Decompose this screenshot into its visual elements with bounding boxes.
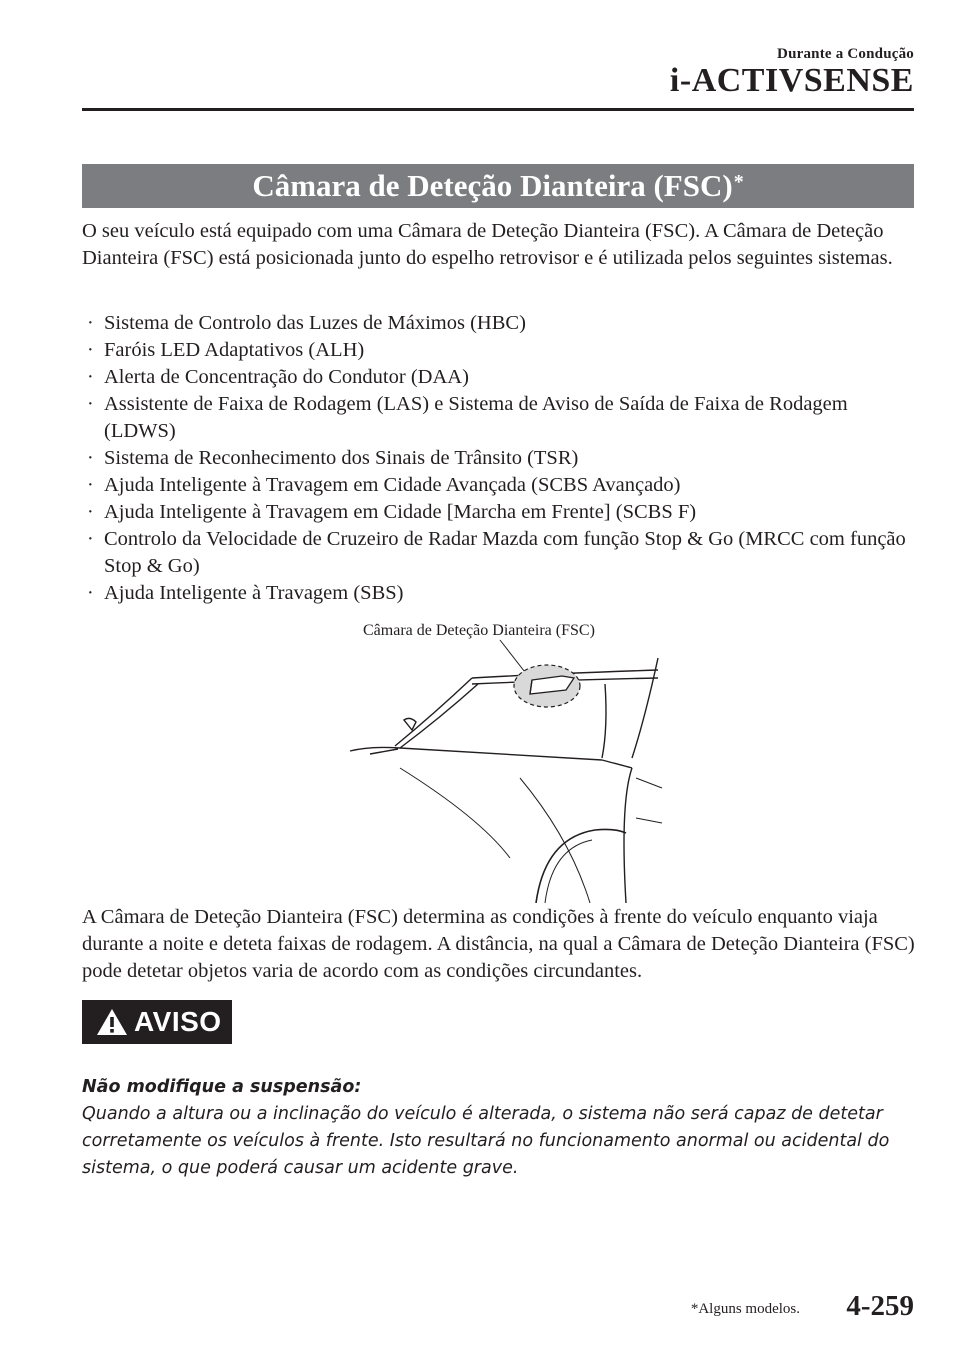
list-item: · Alerta de Concentração do Condutor (DAA)	[82, 364, 918, 391]
footnote: *Alguns modelos.	[690, 1301, 800, 1317]
warning-badge	[82, 1000, 232, 1044]
warning-text-block	[82, 1074, 922, 1182]
list-item: · Ajuda Inteligente à Travagem em Cidade [Marcha em Frente] (SCBS F)	[82, 499, 918, 526]
list-item: · Ajuda Inteligente à Travagem em Cidade Avançada (SCBS Avançado)	[82, 472, 918, 499]
intro-paragraph: O seu veículo está equipado com uma Câmara de Deteção Dianteira (FSC). A Câmara de Deteção Dianteira (FSC) está posicionada junto do espelho retrovisor e é utilizada pelos seguintes sistemas.	[82, 220, 893, 269]
warning-heading: Não modifique a suspensão:	[82, 1077, 362, 1097]
section-banner	[82, 164, 914, 208]
section-title: Câmara de Deteção Dianteira (FSC)	[252, 168, 733, 203]
header-section: Durante a Condução	[777, 46, 914, 62]
bullet-icon: ·	[87, 339, 94, 361]
bullet-icon: ·	[87, 312, 94, 334]
list-item: · Ajuda Inteligente à Travagem (SBS)	[82, 580, 918, 607]
figure-label: Câmara de Deteção Dianteira (FSC)	[363, 622, 595, 639]
bullet-icon: ·	[87, 393, 94, 415]
list-item: · Sistema de Controlo das Luzes de Máximos (HBC)	[82, 310, 918, 337]
bullet-icon: ·	[87, 366, 94, 388]
warning-body: Quando a altura ou a inclinação do veículo é alterada, o sistema não será capaz de detetar corretamente os veículos à frente. Isto resultará no funcionamento anormal ou acidental do sistema, o que poderá causar um acidente grave.	[82, 1104, 890, 1178]
bullet-icon: ·	[87, 474, 94, 496]
list-item: · Assistente de Faixa de Rodagem (LAS) e Sistema de Aviso de Saída de Faixa de Rodagem (LDWS)	[87, 393, 848, 442]
page-number: 4-259	[846, 1290, 914, 1322]
header-title: i-ACTIVSENSE	[669, 62, 914, 99]
list-item: · Sistema de Reconhecimento dos Sinais de Trânsito (TSR)	[82, 445, 918, 472]
warning-label: AVISO	[134, 1006, 222, 1037]
car-front-illustration	[340, 618, 670, 903]
list-item: · Faróis LED Adaptativos (ALH)	[82, 337, 918, 364]
description-paragraph: A Câmara de Deteção Dianteira (FSC) determina as condições à frente do veículo enquanto viaja durante a noite e deteta faixas de rodagem. A distância, na qual a Câmara de Deteção Dianteira (FSC) pode detetar objetos varia de acordo com as condições circundantes.	[82, 906, 915, 982]
models-marker: *	[733, 170, 744, 193]
bullet-icon: ·	[87, 501, 94, 523]
list-item: · Controlo da Velocidade de Cruzeiro de Radar Mazda com função Stop & Go (MRCC com função Stop & Go)	[87, 528, 906, 577]
bullet-icon: ·	[87, 528, 94, 550]
header-rule	[82, 108, 914, 111]
warning-triangle-icon	[96, 1008, 128, 1036]
systems-list	[82, 310, 918, 607]
bullet-icon: ·	[87, 447, 94, 469]
bullet-icon: ·	[87, 582, 94, 604]
